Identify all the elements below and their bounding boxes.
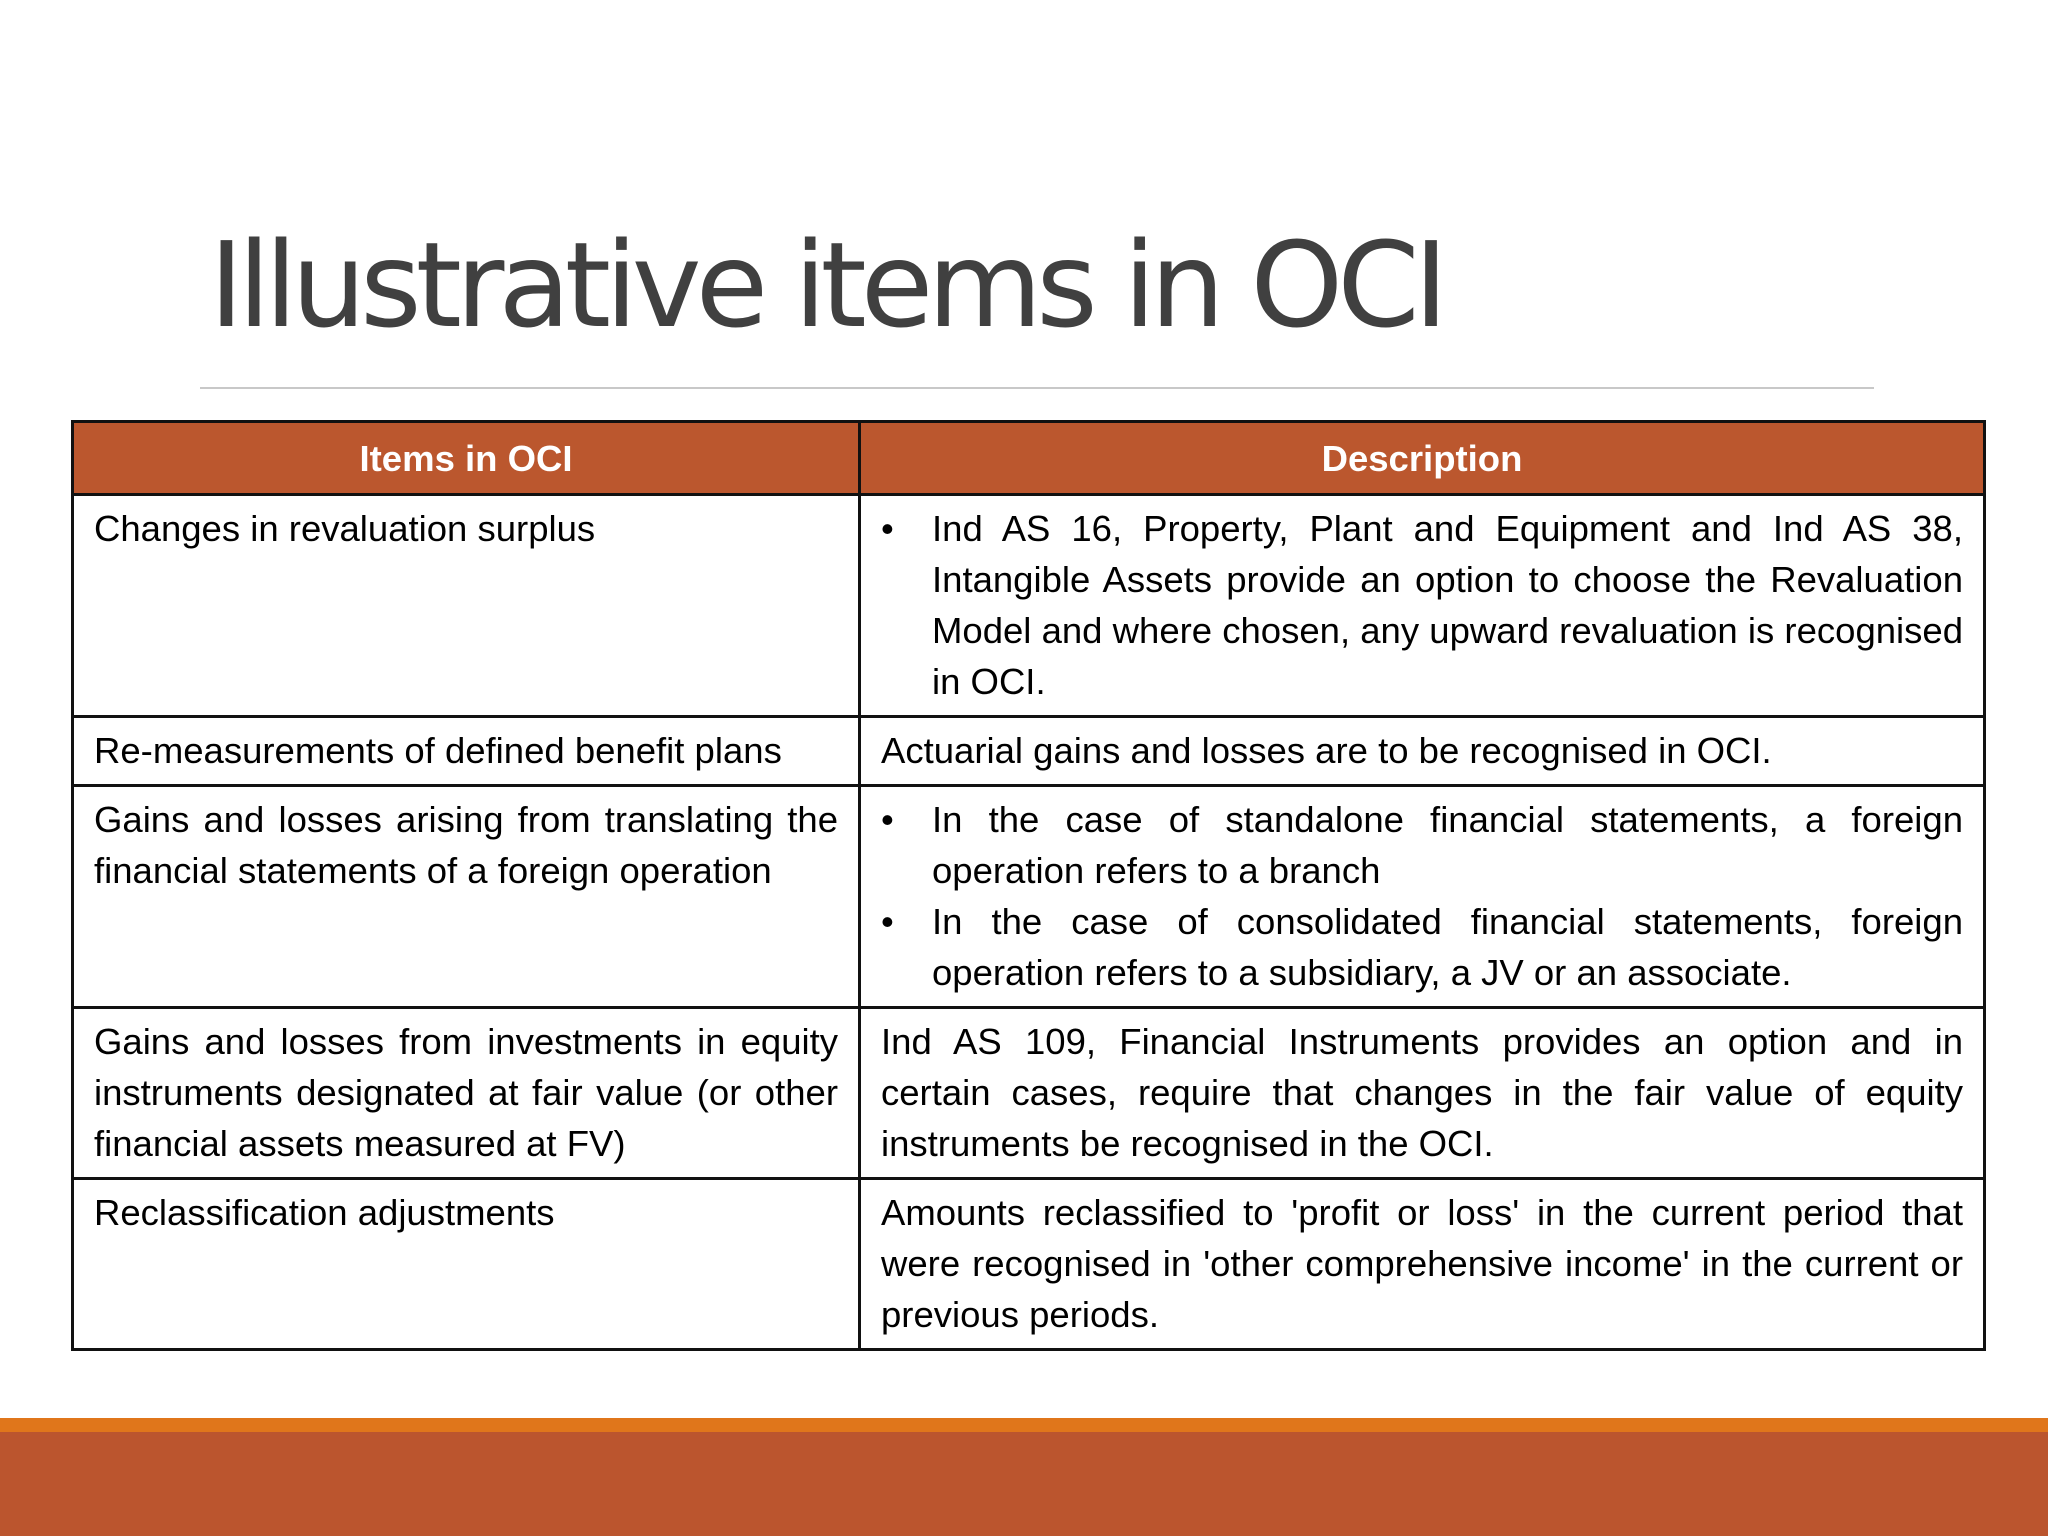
description-cell: Amounts reclassified to 'profit or loss' in the current period that were recognised in 'other comprehensive income' in the current or previous periods. [860,1179,1985,1350]
header-description: Description [860,422,1985,495]
bullet-glyph: • [881,508,894,549]
bullet-glyph: • [881,901,894,942]
slide-title: Illustrative items in OCI [209,216,1443,354]
table-row [73,717,1985,786]
item-cell: Gains and losses arising from translating the financial statements of a foreign operation [73,786,860,1008]
table-row [73,1008,1985,1179]
bullet-item [881,794,1963,896]
table-header-row [73,422,1985,495]
table-row [73,786,1985,1008]
footer-accent-stripe [0,1418,2048,1432]
description-cell: Actuarial gains and losses are to be recognised in OCI. [860,717,1985,786]
bullet-item [881,896,1963,998]
description-cell [860,495,1985,717]
bullet-glyph: • [881,799,894,840]
table-row [73,1179,1985,1350]
header-items-in-oci: Items in OCI [73,422,860,495]
item-cell: Re-measurements of defined benefit plans [73,717,860,786]
oci-items-table [71,420,1986,1351]
table-row [73,495,1985,717]
item-cell: Reclassification adjustments [73,1179,860,1350]
footer-band [0,1432,2048,1536]
bullet-text: In the case of consolidated financial statements, foreign operation refers to a subsidiary, a JV or an associate. [932,901,1963,993]
description-cell [860,786,1985,1008]
item-cell: Gains and losses from investments in equity instruments designated at fair value (or other financial assets measured at FV) [73,1008,860,1179]
description-cell: Ind AS 109, Financial Instruments provides an option and in certain cases, require that changes in the fair value of equity instruments be recognised in the OCI. [860,1008,1985,1179]
bullet-list [881,503,1963,707]
bullet-text: In the case of standalone financial statements, a foreign operation refers to a branch [932,799,1963,891]
bullet-item [881,503,1963,707]
bullet-text: Ind AS 16, Property, Plant and Equipment and Ind AS 38, Intangible Assets provide an option to choose the Revaluation Model and where chosen, any upward revaluation is recognised in OCI. [932,508,1963,702]
item-cell: Changes in revaluation surplus [73,495,860,717]
title-divider [200,387,1874,389]
bullet-list [881,794,1963,998]
